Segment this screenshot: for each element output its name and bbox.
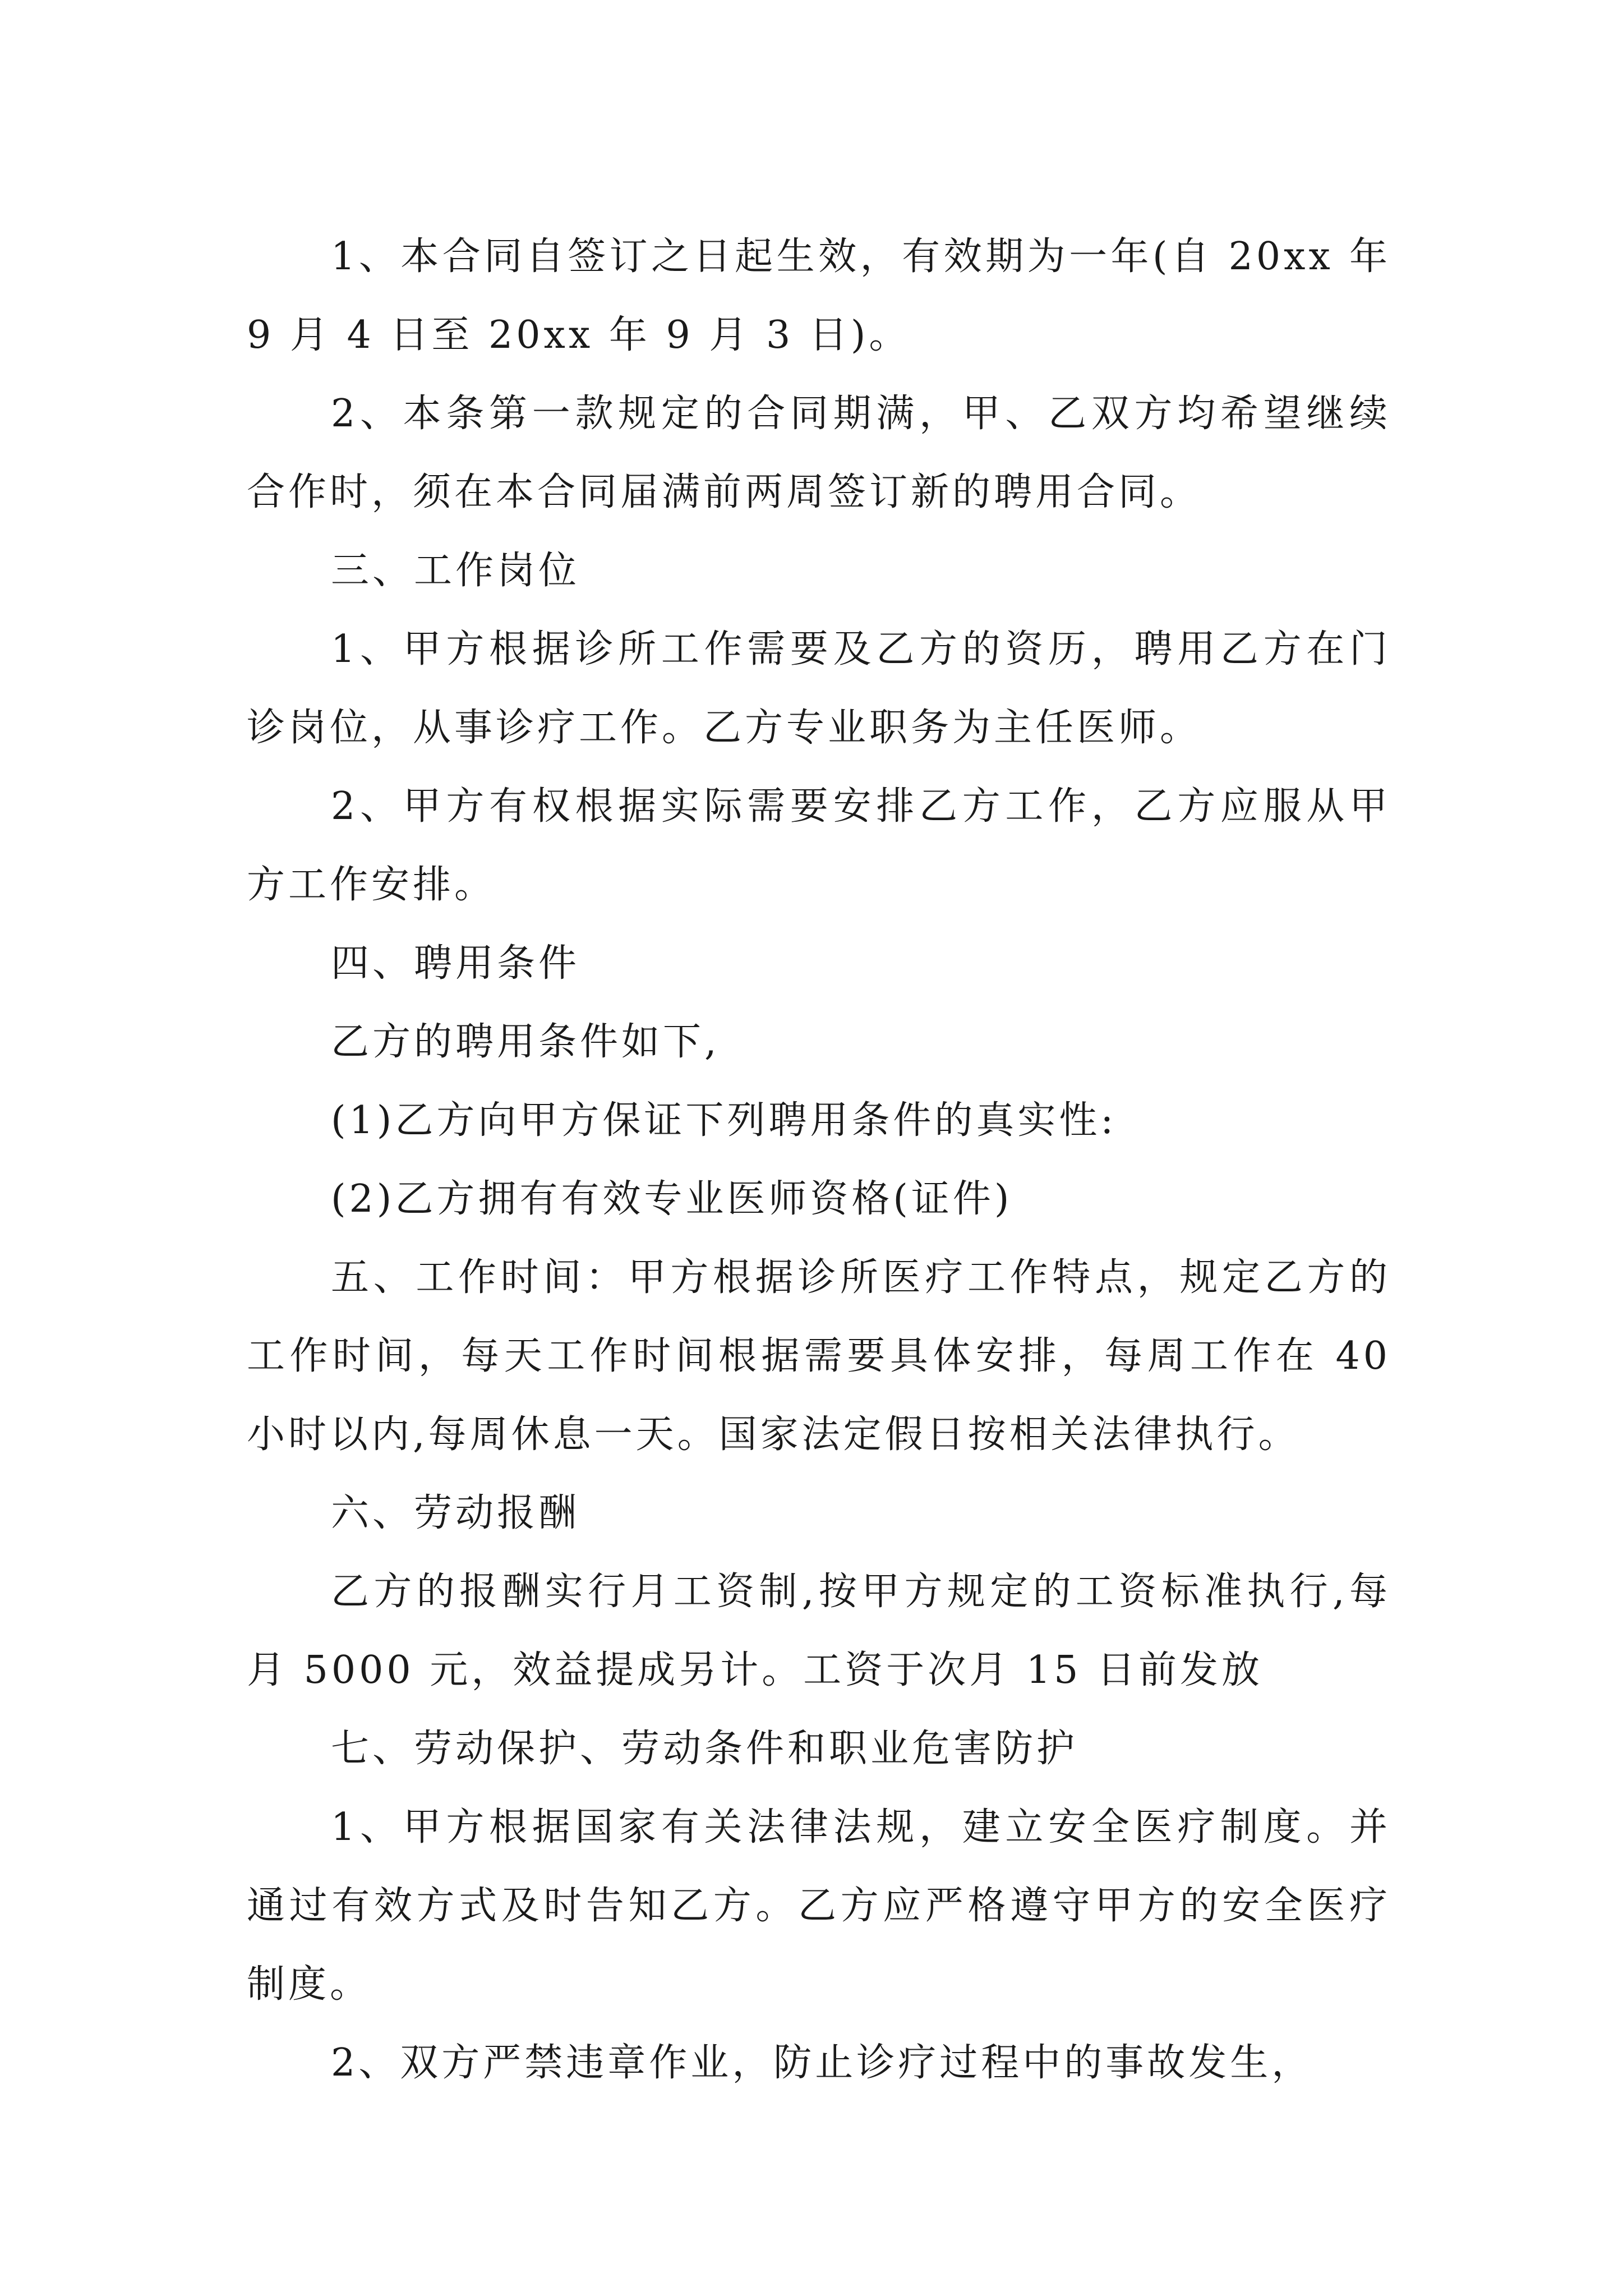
paragraph-conditions-intro: 乙方的聘用条件如下, — [331, 1020, 720, 1064]
section-heading-conditions: 四、聘用条件 — [331, 941, 580, 986]
paragraph-term-effective: 1、本合同自签订之日起生效，有效期为一年(自 20xx 年 9 月 4 日至 20xx 年 9 月 3 日)。 — [247, 234, 1391, 357]
paragraph-term-renewal: 2、本条第一款规定的合同期满，甲、乙双方均希望继续合作时，须在本合同届满前两周签订新的聘用合同。 — [247, 392, 1391, 514]
paragraph-working-hours: 五、工作时间：甲方根据诊所医疗工作特点，规定乙方的工作时间，每天工作时间根据需要具体安排，每周工作在 40 小时以内,每周休息一天。国家法定假日按相关法律执行。 — [247, 1255, 1391, 1457]
paragraph-condition-2: (2)乙方拥有有效专业医师资格(证件) — [331, 1177, 1013, 1221]
paragraph-condition-1: (1)乙方向甲方保证下列聘用条件的真实性: — [331, 1098, 1117, 1143]
paragraph-position-assignment: 1、甲方根据诊所工作需要及乙方的资历，聘用乙方在门诊岗位，从事诊疗工作。乙方专业职务为主任医师。 — [247, 627, 1391, 750]
document-body — [247, 218, 1391, 2102]
paragraph-remuneration: 乙方的报酬实行月工资制,按甲方规定的工资标准执行,每月 5000 元，效益提成另计。工资于次月 15 日前发放 — [247, 1570, 1391, 1692]
paragraph-protection-1: 1、甲方根据国家有关法律法规，建立安全医疗制度。并通过有效方式及时告知乙方。乙方应严格遵守甲方的安全医疗制度。 — [247, 1805, 1391, 2007]
paragraph-position-arrangement: 2、甲方有权根据实际需要安排乙方工作，乙方应服从甲方工作安排。 — [247, 784, 1391, 907]
paragraph-protection-2: 2、双方严禁违章作业，防止诊疗过程中的事故发生， — [331, 2041, 1313, 2085]
section-heading-position: 三、工作岗位 — [331, 549, 580, 593]
section-heading-remuneration: 六、劳动报酬 — [331, 1491, 580, 1535]
section-heading-protection: 七、劳动保护、劳动条件和职业危害防护 — [331, 1727, 1078, 1771]
